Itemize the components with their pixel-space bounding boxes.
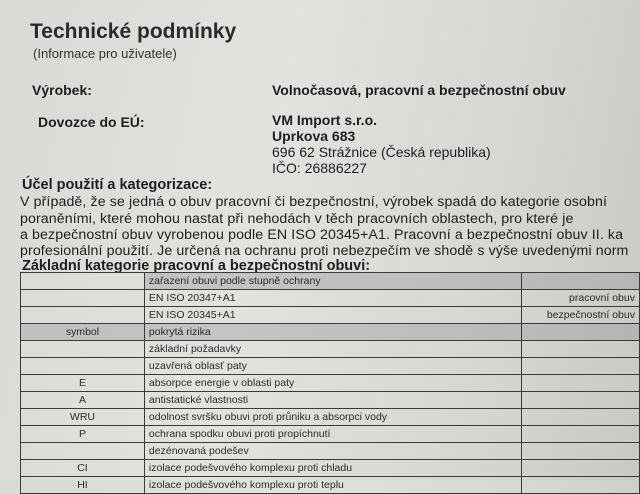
symbol-cell xyxy=(21,290,145,307)
symbol-cell xyxy=(21,341,145,358)
description-cell: EN ISO 20347+A1 xyxy=(144,290,521,307)
description-cell: izolace podešvového komplexu proti teplu xyxy=(144,477,521,494)
page-title: Technické podmínky xyxy=(30,20,237,43)
importer-name: VM Import s.r.o. xyxy=(272,112,378,128)
symbol-cell xyxy=(21,307,145,324)
importer-label: Dovozce do EÚ: xyxy=(38,114,145,130)
purpose-heading: Účel použití a kategorizace: xyxy=(22,177,213,193)
table-row xyxy=(21,358,640,375)
purpose-line: a bezpečnostní obuv vyrobenou podle EN ISO 20345+A1. Pracovní a bezpečnostní obuv II. ka xyxy=(20,227,624,243)
symbol-cell xyxy=(21,273,145,290)
importer-city: 696 62 Strážnice (Česká republika) xyxy=(272,144,491,160)
category-cell xyxy=(522,460,640,477)
table-row xyxy=(21,426,640,443)
description-cell: dezénovaná podešev xyxy=(144,443,521,460)
description-cell: zařazení obuvi podle stupně ochrany xyxy=(144,273,521,290)
table-row xyxy=(21,375,640,392)
purpose-line: poraněními, které mohou nastat při nehodách v těch pracovních oblastech, pro které je xyxy=(20,211,574,227)
description-cell: izolace podešvového komplexu proti chladu xyxy=(144,460,521,477)
page-subtitle: (Informace pro uživatele) xyxy=(33,46,177,61)
category-cell xyxy=(522,358,640,375)
purpose-line: V případě, že se jedná o obuv pracovní či bezpečnostní, výrobek spadá do kategorie osobní xyxy=(20,194,608,210)
description-cell: odolnost svršku obuvi proti průniku a absorpci vody xyxy=(144,409,521,426)
description-cell: uzavřená oblasť paty xyxy=(144,358,521,375)
symbol-cell: HI xyxy=(21,477,145,494)
category-cell xyxy=(522,409,640,426)
category-cell xyxy=(522,392,640,409)
category-cell xyxy=(522,375,640,392)
category-cell xyxy=(522,324,640,341)
symbol-cell: P xyxy=(21,426,145,443)
table-heading: Základní kategorie pracovní a bezpečnostní obuvi: xyxy=(22,258,371,274)
category-cell xyxy=(522,273,640,290)
category-cell xyxy=(522,477,640,494)
table-row xyxy=(21,307,640,324)
importer-street: Uprkova 683 xyxy=(272,128,356,144)
table-row xyxy=(21,443,640,460)
description-cell: antistatické vlastnosti xyxy=(144,392,521,409)
description-cell: ochrana spodku obuvi proti propíchnutí xyxy=(144,426,521,443)
table-row xyxy=(21,273,640,290)
description-cell: EN ISO 20345+A1 xyxy=(144,307,521,324)
table-row xyxy=(21,341,640,358)
symbol-cell: symbol xyxy=(21,324,145,341)
symbol-cell: E xyxy=(21,375,145,392)
description-cell: pokrytá rizika xyxy=(144,324,521,341)
table-row xyxy=(21,290,640,307)
symbol-cell: WRU xyxy=(21,409,145,426)
table-row xyxy=(21,460,640,477)
symbol-cell xyxy=(21,443,145,460)
table-row xyxy=(21,392,640,409)
table-row xyxy=(21,477,640,494)
symbol-cell: A xyxy=(21,392,145,409)
category-cell xyxy=(522,341,640,358)
importer-ico: IČO: 26886227 xyxy=(272,160,367,176)
symbol-cell: CI xyxy=(21,460,145,477)
description-cell: základní požadavky xyxy=(144,341,521,358)
category-cell: pracovní obuv xyxy=(522,290,640,307)
product-value: Volnočasová, pracovní a bezpečnostní obuv xyxy=(272,82,566,98)
category-cell xyxy=(522,426,640,443)
category-table xyxy=(20,272,640,494)
table-row xyxy=(21,409,640,426)
table-row xyxy=(21,324,640,341)
product-label: Výrobek: xyxy=(32,82,92,98)
category-cell: bezpečnostní obuv xyxy=(522,307,640,324)
category-cell xyxy=(522,443,640,460)
symbol-cell xyxy=(21,358,145,375)
description-cell: absorpce energie v oblasti paty xyxy=(144,375,521,392)
purpose-line: profesionální použití. Je určená na ochranu proti nebezpečím ve shodě s výše uvedenými norm xyxy=(20,243,629,259)
